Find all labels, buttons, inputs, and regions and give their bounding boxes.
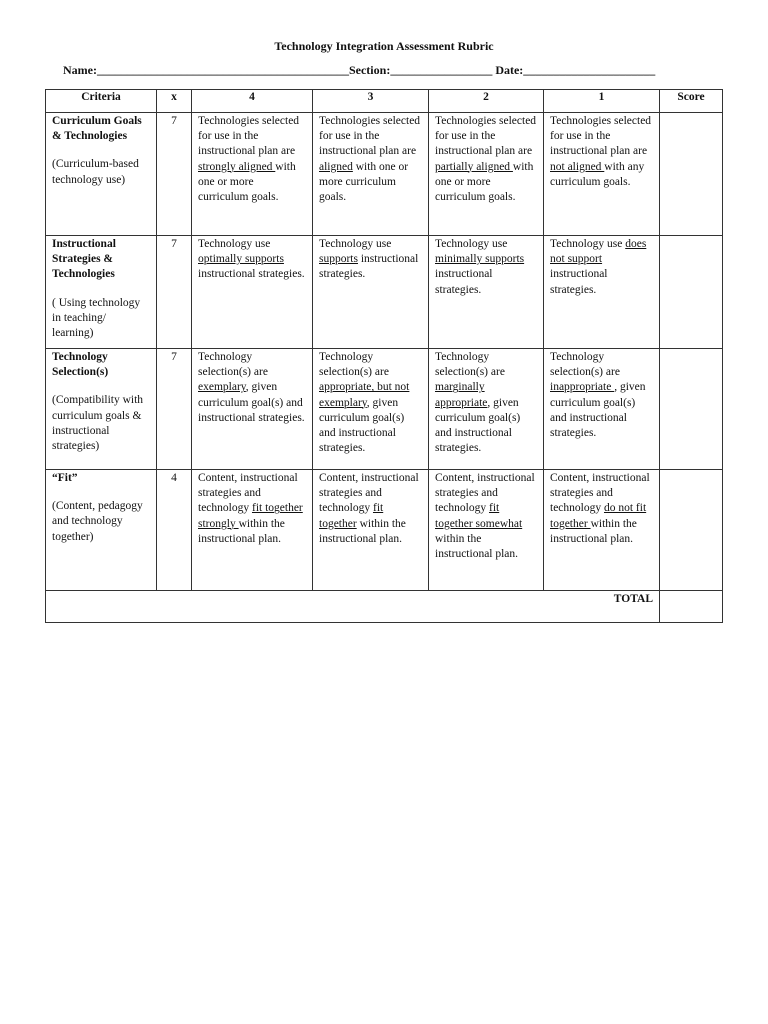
level-text: instructional strategies. — [435, 268, 493, 296]
level-2-cell — [429, 349, 544, 470]
criteria-name: “Fit” — [52, 472, 78, 484]
name-label: Name: — [63, 63, 97, 77]
level-text: Technologies selected for use in the instructional plan are — [319, 115, 421, 158]
level-key-phrase: inappropriate — [550, 381, 615, 394]
criteria-cell — [46, 349, 157, 470]
level-text: Technology selection(s) are — [198, 351, 268, 379]
level-text: Technology selection(s) are — [550, 351, 620, 379]
level-text: Technology use — [198, 238, 271, 250]
score-cell[interactable] — [660, 349, 723, 470]
rubric-row — [46, 349, 723, 470]
weight-cell: 7 — [157, 113, 192, 236]
level-text: within the instructional plan. — [550, 517, 637, 545]
level-2-cell — [429, 470, 544, 591]
level-text: Technology use — [435, 238, 508, 250]
criteria-cell — [46, 113, 157, 236]
header-score: Score — [660, 90, 723, 113]
weight-cell: 4 — [157, 470, 192, 591]
level-text: instructional strategies. — [550, 268, 608, 296]
score-cell[interactable] — [660, 236, 723, 349]
student-info-line — [63, 63, 723, 78]
criteria-cell — [46, 470, 157, 591]
level-key-phrase: partially aligned — [435, 160, 513, 173]
level-1-cell — [544, 349, 660, 470]
level-text: Technologies selected for use in the instructional plan are — [550, 115, 652, 158]
level-key-phrase: appropriate, but not exemplary — [319, 381, 410, 409]
level-key-phrase: supports — [319, 253, 358, 266]
level-key-phrase: marginally appropriate — [435, 381, 488, 409]
section-label: Section: — [348, 63, 391, 77]
level-key-phrase: minimally supports — [435, 253, 525, 266]
level-text: with one or more curriculum goals. — [435, 160, 534, 204]
criteria-name: Instructional Strategies & Technologies — [52, 238, 116, 281]
level-4-cell — [192, 349, 313, 470]
level-4-cell — [192, 236, 313, 349]
level-text: instructional strategies. — [319, 253, 419, 281]
level-text: , given curriculum goal(s) and instructional strategies. — [550, 381, 646, 440]
date-label: Date: — [495, 63, 524, 77]
weight-cell: 7 — [157, 349, 192, 470]
level-key-phrase: exemplary — [198, 381, 246, 394]
level-2-cell — [429, 113, 544, 236]
criteria-cell — [46, 236, 157, 349]
document-title: Technology Integration Assessment Rubric — [274, 39, 494, 53]
level-text: instructional strategies. — [198, 268, 305, 281]
level-text: within the instructional plan. — [198, 517, 285, 545]
level-2-cell — [429, 236, 544, 349]
criteria-note: ( Using technology in teaching/ learning) — [52, 296, 141, 340]
level-text: Content, instructional strategies and technology — [435, 472, 535, 515]
rubric-row — [46, 470, 723, 591]
level-key-phrase: aligned — [319, 160, 353, 173]
name-blank[interactable]: __________________________________________ — [96, 63, 349, 77]
level-text: Technology selection(s) are — [435, 351, 505, 379]
level-text: within the instructional plan. — [435, 532, 519, 561]
header-row — [46, 90, 723, 113]
criteria-note: (Compatibility with curriculum goals & instructional strategies) — [52, 394, 144, 453]
criteria-name: Technology Selection(s) — [52, 351, 109, 379]
level-text: Technologies selected for use in the instructional plan are — [435, 115, 537, 158]
level-text: within the instructional plan. — [319, 517, 406, 545]
level-text: Technologies selected for use in the instructional plan are — [198, 115, 300, 158]
level-text: Content, instructional strategies and technology — [198, 472, 298, 515]
level-text: , given curriculum goal(s) and instructional strategies. — [198, 381, 305, 424]
level-key-phrase: not aligned — [550, 160, 605, 173]
total-row — [46, 591, 723, 623]
level-text: with any curriculum goals. — [550, 160, 645, 188]
header-weight: x — [157, 90, 192, 113]
level-1-cell — [544, 113, 660, 236]
level-3-cell — [313, 470, 429, 591]
level-key-phrase: do not fit together — [550, 502, 647, 530]
level-1-cell — [544, 470, 660, 591]
total-score-cell[interactable] — [660, 591, 723, 623]
level-4-cell — [192, 470, 313, 591]
level-key-phrase: does not support — [550, 238, 647, 266]
header-criteria: Criteria — [46, 90, 157, 113]
rubric-row — [46, 236, 723, 349]
header-level-3: 3 — [313, 90, 429, 113]
total-label: TOTAL — [46, 591, 660, 623]
header-level-2: 2 — [429, 90, 544, 113]
level-text: , given curriculum goal(s) and instructional strategies. — [435, 396, 521, 455]
level-1-cell — [544, 236, 660, 349]
level-key-phrase: optimally supports — [198, 253, 284, 266]
level-key-phrase: strongly aligned — [198, 160, 276, 173]
date-blank[interactable]: ______________________ — [523, 63, 656, 77]
header-level-1: 1 — [544, 90, 660, 113]
score-cell[interactable] — [660, 113, 723, 236]
level-3-cell — [313, 236, 429, 349]
criteria-note: (Curriculum-based technology use) — [52, 158, 139, 186]
level-text: Content, instructional strategies and technology — [550, 472, 650, 515]
rubric-row — [46, 113, 723, 236]
rubric-table — [45, 89, 723, 623]
score-cell[interactable] — [660, 470, 723, 591]
level-text: with one or more curriculum goals. — [198, 160, 296, 204]
level-text: Technology selection(s) are — [319, 351, 389, 379]
criteria-name: Curriculum Goals & Technologies — [52, 115, 142, 143]
level-text: Technology use — [319, 238, 392, 250]
level-text: Content, instructional strategies and technology — [319, 472, 419, 515]
header-level-4: 4 — [192, 90, 313, 113]
level-text: , given curriculum goal(s) and instructional strategies. — [319, 396, 405, 455]
section-blank[interactable]: _________________ — [390, 63, 493, 77]
weight-cell: 7 — [157, 236, 192, 349]
criteria-note: (Content, pedagogy and technology together) — [52, 500, 143, 543]
level-key-phrase: fit together — [319, 502, 384, 530]
level-text: Technology use — [550, 238, 626, 250]
level-4-cell — [192, 113, 313, 236]
level-3-cell — [313, 349, 429, 470]
level-text: with one or more curriculum goals. — [319, 160, 409, 204]
level-key-phrase: fit together strongly — [198, 502, 303, 530]
level-3-cell — [313, 113, 429, 236]
level-key-phrase: fit together somewhat — [435, 502, 523, 530]
